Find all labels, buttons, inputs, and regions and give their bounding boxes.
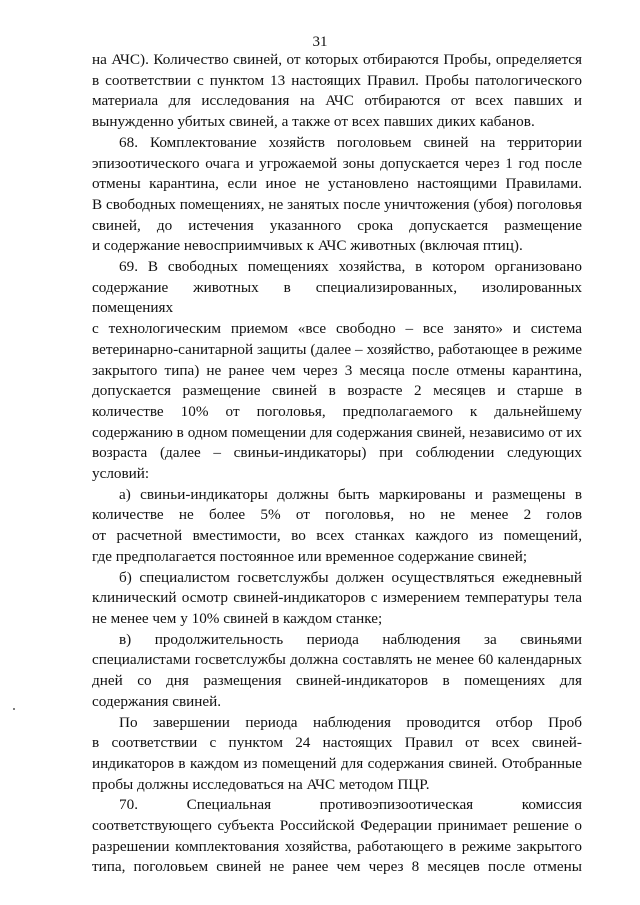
text-line: в) продолжительность периода наблюдения за свиньями (119, 630, 582, 648)
text-line: вынужденно убитых свиней, а также от всех павших диких кабанов. (92, 113, 535, 131)
text-line: на АЧС). Количество свиней, от которых отбираются Пробы, определяется (92, 51, 582, 68)
text-line: индикаторов в каждом из помещений для содержания свиней. Отобранные (92, 754, 582, 772)
text-line: б) специалистом госветслужбы должен осуществляться ежедневный (119, 568, 582, 586)
text-line: отмены карантина, если иное не установлено настоящими Правилами. (92, 175, 582, 193)
text-line: где предполагается постоянное или временное содержание свиней; (92, 547, 528, 565)
text-line: и содержание невосприимчивых к АЧС животных (включая птиц). (92, 237, 523, 255)
text-line: условий: (92, 465, 150, 483)
text-line: специалистами госветслужбы должна составлять не менее 60 календарных (92, 651, 582, 669)
text-line: 69. В свободных помещениях хозяйства, в котором организовано (119, 258, 582, 276)
text-line: количестве 10% от поголовья, предполагаемого к дальнейшему (92, 402, 582, 420)
scan-speck (13, 708, 15, 710)
text-line: В свободных помещениях, не занятых после уничтожения (убоя) поголовья (92, 195, 582, 213)
text-line: в соответствии с пунктом 24 настоящих Правил от всех свиней- (92, 734, 582, 752)
text-line: свиней, до истечения указанного срока допускается размещение (92, 216, 582, 234)
text-line: По завершении периода наблюдения проводится отбор Проб (119, 713, 582, 731)
text-line: содержания свиней. (92, 692, 222, 710)
text-line: дней со дня размещения свиней-индикаторов в помещениях для (92, 672, 582, 690)
page-number: 31 (312, 34, 328, 50)
document-body (92, 50, 582, 878)
text-line: материала для исследования на АЧС отбираются от всех павших и (92, 92, 582, 110)
text-line: возраста (далее – свиньи-индикаторы) при соблюдении следующих (92, 444, 582, 462)
text-line: разрешении комплектования хозяйства, работающего в режиме закрытого (92, 837, 582, 855)
text-line: 70. Специальная противоэпизоотическая комиссия (119, 796, 582, 814)
text-line: содержанию в одном помещении для содержания свиней, независимо от их (92, 423, 582, 441)
text-line: допускается размещение свиней в возрасте 2 месяцев и старше в (92, 382, 582, 400)
text-line: пробы должны исследоваться на АЧС методом ПЦР. (92, 775, 430, 793)
text-line: а) свиньи-индикаторы должны быть маркированы и размещены в (119, 485, 582, 503)
text-line: от расчетной вместимости, во всех станках каждого из помещений, (92, 527, 582, 545)
text-line: в соответствии с пунктом 13 настоящих Правил. Пробы патологического (92, 71, 582, 89)
text-line: не менее чем у 10% свиней в каждом станке; (92, 609, 383, 627)
text-line: ветеринарно-санитарной защиты (далее – хозяйство, работающее в режиме (92, 340, 582, 358)
text-line: с технологическим приемом «все свободно – все занято» и система (92, 320, 582, 338)
text-line: соответствующего субъекта Российской Федерации принимает решение о (92, 817, 582, 835)
text-line: 68. Комплектование хозяйств поголовьем свиней на территории (119, 133, 582, 151)
text-line: количестве не более 5% от поголовья, но не менее 2 голов (92, 506, 582, 524)
text-line: содержание животных в специализированных, изолированных помещениях (92, 278, 582, 317)
text-line: клинический осмотр свиней-индикаторов с измерением температуры тела (92, 589, 582, 607)
text-line: эпизоотического очага и угрожаемой зоны допускается через 1 год после (92, 154, 582, 172)
text-line: закрытого типа) не ранее чем через 3 месяца после отмены карантина, (92, 361, 582, 379)
text-line: типа, поголовьем свиней не ранее чем через 8 месяцев после отмены (92, 858, 582, 876)
